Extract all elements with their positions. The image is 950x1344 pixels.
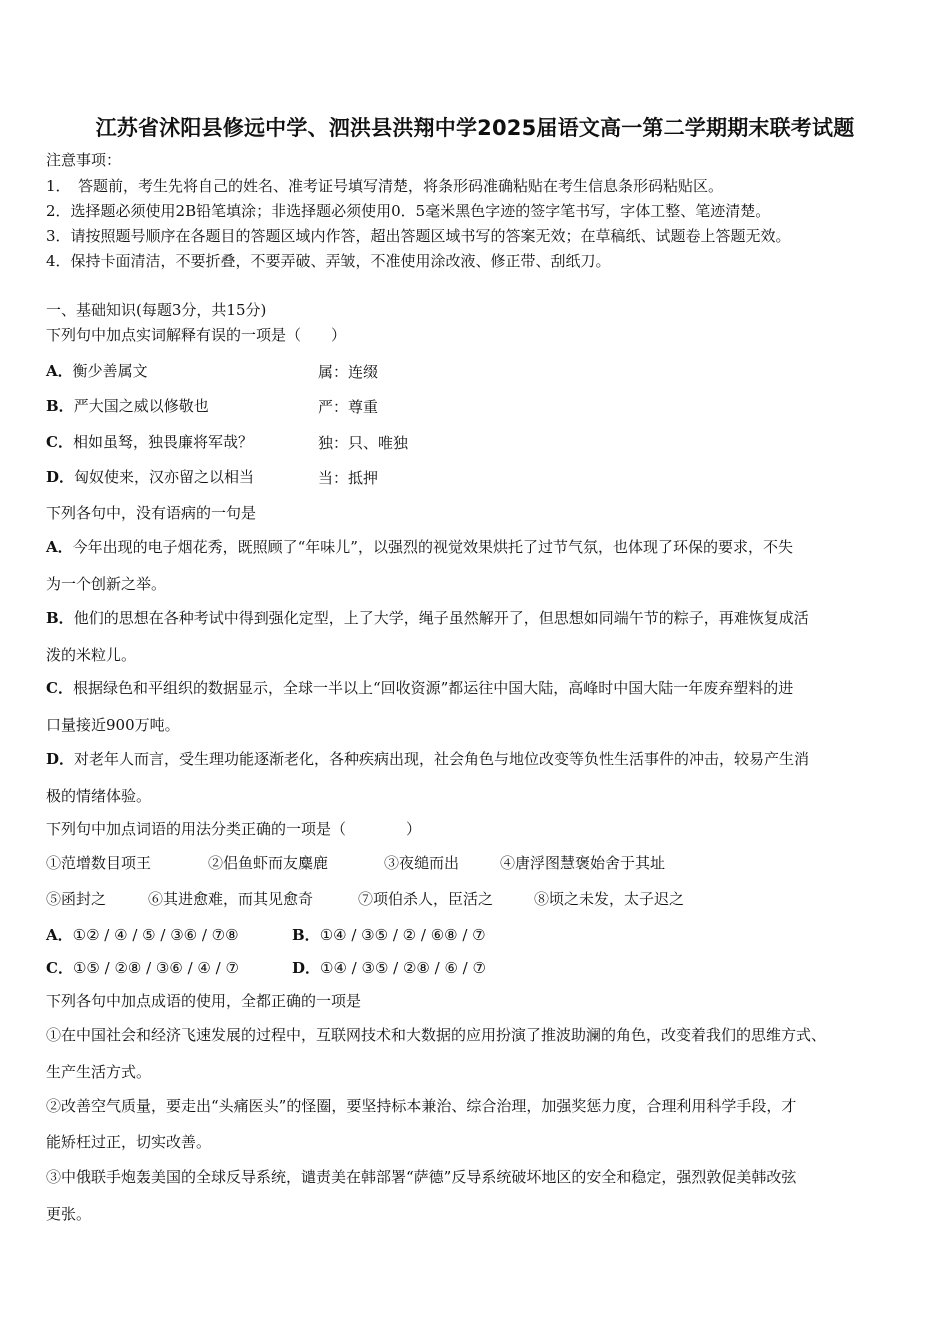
q3-item: ③夜缒而出: [384, 854, 460, 872]
q3-stem: 下列句中加点词语的用法分类正确的一项是（ ）: [46, 820, 422, 838]
notice-item: 4．保持卡面清洁，不要折叠，不要弄破、弄皱，不准使用涂改液、修正带、刮纸刀。: [46, 252, 611, 270]
q3-option-d: D．①④ / ③⑤ / ②⑧ / ⑥ / ⑦: [292, 959, 486, 977]
notice-item: 3．请按照题号顺序在各题目的答题区域内作答，超出答题区域书写的答案无效；在草稿纸、试题卷上答题无效。: [46, 227, 791, 245]
q4-item: ①在中国社会和经济飞速发展的过程中，互联网技术和大数据的应用扮演了推波助澜的角色，改变着我们的思维方式、: [46, 1026, 827, 1044]
q1-stem: 下列句中加点实词解释有误的一项是（ ）: [46, 326, 347, 344]
q4-item-cont: 能矫枉过正，切实改善。: [46, 1133, 212, 1151]
notice-item: 2．选择题必须使用2B铅笔填涂；非选择题必须使用0．5毫米黑色字迹的签字笔书写，字体工整、笔迹清楚。: [46, 202, 771, 220]
q1-gloss-c: 独：只、唯独: [318, 434, 409, 452]
q4-item-cont: 更张。: [46, 1205, 92, 1223]
q3-item: ⑦项伯杀人，臣活之: [358, 890, 494, 908]
q3-option-a: A．①② / ④ / ⑤ / ③⑥ / ⑦⑧: [46, 926, 239, 944]
q2-option-a-cont: 为一个创新之举。: [46, 575, 167, 593]
q2-stem: 下列各句中，没有语病的一句是: [46, 504, 257, 522]
section-heading: 一、基础知识(每题3分，共15分): [46, 301, 267, 319]
q1-option-c: C．相如虽驽，独畏廉将军哉？: [46, 433, 253, 451]
q3-item: ⑤函封之: [46, 890, 107, 908]
q2-option-c-cont: 口量接近900万吨。: [46, 716, 180, 734]
q4-stem: 下列各句中加点成语的使用，全都正确的一项是: [46, 992, 362, 1010]
exam-title: 江苏省沭阳县修远中学、泗洪县洪翔中学2025届语文高一第二学期期末联考试题: [95, 116, 855, 140]
q1-gloss-d: 当：抵押: [318, 469, 379, 487]
notice-item: 1． 答题前，考生先将自己的姓名、准考证号填写清楚，将条形码准确粘贴在考生信息条形码粘贴区。: [46, 177, 724, 195]
q4-item: ③中俄联手炮轰美国的全球反导系统，谴责美在韩部署“萨德”反导系统破坏地区的安全和稳定，强烈敦促美韩改弦: [46, 1168, 797, 1186]
q1-gloss-a: 属：连缀: [318, 363, 379, 381]
q3-option-c: C．①⑤ / ②⑧ / ③⑥ / ④ / ⑦: [46, 959, 239, 977]
q2-option-d: D．对老年人而言，受生理功能逐渐老化，各种疾病出现，社会角色与地位改变等负性生活事件的冲击，较易产生消: [46, 750, 810, 768]
q2-option-b-cont: 泼的米粒儿。: [46, 646, 137, 664]
q2-option-c: C．根据绿色和平组织的数据显示，全球一半以上“回收资源”都运往中国大陆，高峰时中国大陆一年废弃塑料的进: [46, 679, 794, 697]
q2-option-a: A．今年出现的电子烟花秀，既照顾了“年味儿”，以强烈的视觉效果烘托了过节气氛，也体现了环保的要求，不失: [46, 538, 793, 556]
q2-option-b: B．他们的思想在各种考试中得到强化定型，上了大学，绳子虽然解开了，但思想如同端午节的粽子，再难恢复成活: [46, 609, 809, 627]
q2-option-d-cont: 极的情绪体验。: [46, 787, 152, 805]
q3-option-b: B．①④ / ③⑤ / ② / ⑥⑧ / ⑦: [292, 926, 486, 944]
q4-item-cont: 生产生活方式。: [46, 1063, 152, 1081]
q3-item: ①范增数目项王: [46, 854, 152, 872]
q1-option-b: B．严大国之威以修敬也: [46, 397, 209, 415]
q1-gloss-b: 严：尊重: [318, 398, 379, 416]
q3-item: ⑧顷之未发，太子迟之: [534, 890, 685, 908]
q1-option-a: A．衡少善属文: [46, 362, 148, 380]
q1-option-d: D．匈奴使来，汉亦留之以相当: [46, 468, 255, 486]
notice-heading: 注意事项：: [46, 151, 122, 169]
q3-item: ②侣鱼虾而友麋鹿: [208, 854, 329, 872]
q4-item: ②改善空气质量，要走出“头痛医头”的怪圈，要坚持标本兼治、综合治理，加强奖惩力度，合理利用科学手段，才: [46, 1097, 797, 1115]
q3-item: ⑥其进愈难，而其见愈奇: [148, 890, 314, 908]
q3-item: ④唐浮图慧褒始舍于其址: [500, 854, 666, 872]
